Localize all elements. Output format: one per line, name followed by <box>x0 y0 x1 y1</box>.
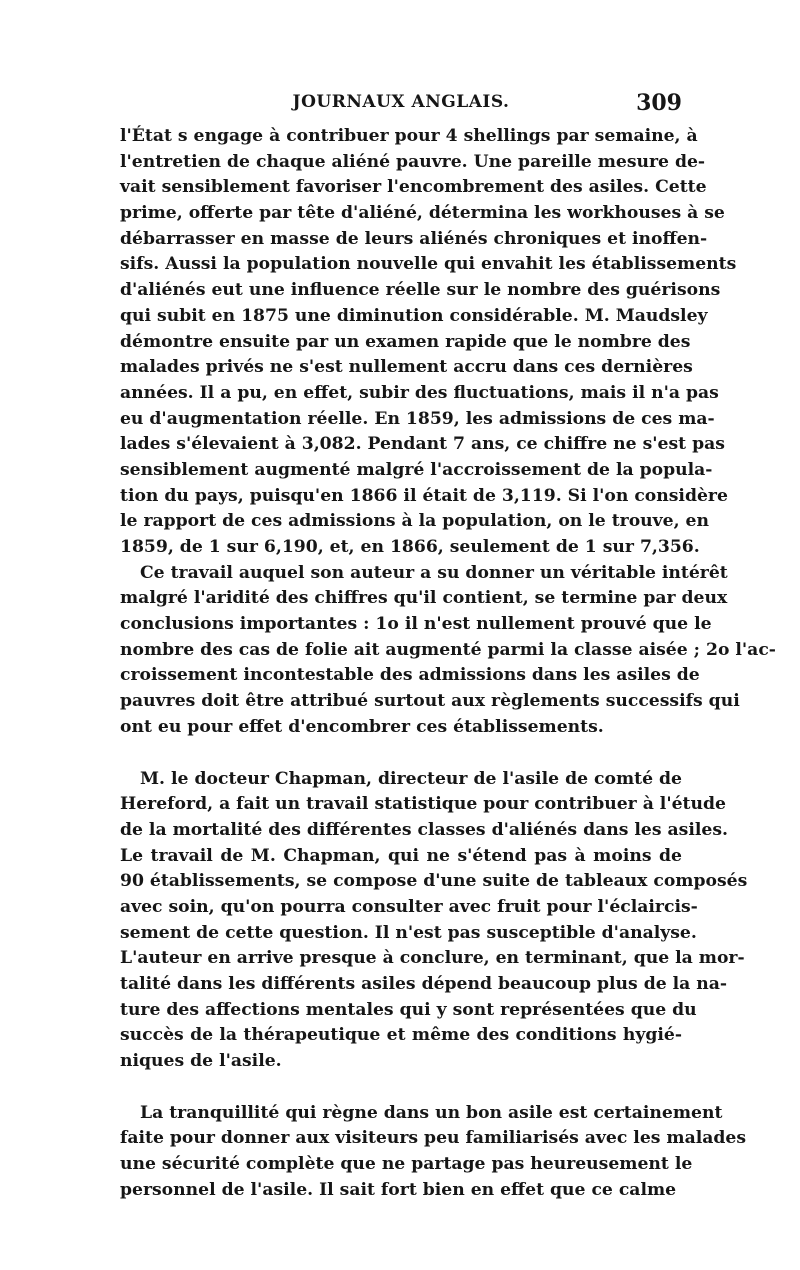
text-line: de la mortalité des différentes classes d'aliénés dans les asiles. <box>120 819 728 840</box>
text-line: eu d'augmentation réelle. En 1859, les admissions de ces ma- <box>120 408 715 429</box>
text-line: malgré l'aridité des chiffres qu'il contient, se termine par deux <box>120 588 728 609</box>
text-line: 90 établissements, se compose d'une suite de tableaux composés <box>120 871 748 892</box>
text-line: croissement incontestable des admissions dans les asiles de <box>120 665 700 686</box>
text-line: sement de cette question. Il n'est pas susceptible d'analyse. <box>120 922 697 943</box>
text-line: prime, offerte par tête d'aliéné, détermina les workhouses à se <box>120 203 725 224</box>
text-line: nombre des cas de folie ait augmenté parmi la classe aisée ; 2o l'ac- <box>120 639 776 660</box>
text-line: succès de la thérapeutique et même des conditions hygié- <box>120 1025 682 1046</box>
text-line: conclusions importantes : 1o il n'est nullement prouvé que le <box>120 614 712 635</box>
text-line: La tranquillité qui règne dans un bon asile est certainement <box>140 1102 723 1123</box>
text-line: pauvres doit être attribué surtout aux règlements successifs qui <box>120 691 740 712</box>
text-line: malades privés ne s'est nullement accru dans ces dernières <box>120 357 693 378</box>
text-line: démontre ensuite par un examen rapide que le nombre des <box>120 331 691 352</box>
text-line: personnel de l'asile. Il sait fort bien en effet que ce calme <box>120 1179 677 1200</box>
text-line: ture des affections mentales qui y sont représentées que du <box>120 999 697 1020</box>
text-line: 1859, de 1 sur 6,190, et, en 1866, seulement de 1 sur 7,356. <box>120 537 700 557</box>
text-line: le rapport de ces admissions à la population, on le trouve, en <box>120 511 709 532</box>
running-title: JOURNAUX ANGLAIS. <box>292 92 510 112</box>
text-line: Le travail de M. Chapman, qui ne s'étend pas à moins de <box>120 845 682 866</box>
text-line: vait sensiblement favoriser l'encombrement des asiles. Cette <box>120 177 707 198</box>
text-line: avec soin, qu'on pourra consulter avec fruit pour l'éclaircis- <box>120 896 698 917</box>
running-header <box>120 90 682 116</box>
text-line: M. le docteur Chapman, directeur de l'asile de comté de <box>140 768 682 789</box>
text-line: L'auteur en arrive presque à conclure, en terminant, que la mor- <box>120 948 745 969</box>
text-line: l'entretien de chaque aliéné pauvre. Une pareille mesure de- <box>120 151 706 172</box>
text-line: talité dans les différents asiles dépend beaucoup plus de la na- <box>120 974 728 994</box>
text-line: années. Il a pu, en effet, subir des fluctuations, mais il n'a pas <box>120 382 719 403</box>
paragraph <box>120 561 776 741</box>
paragraph <box>120 1101 747 1204</box>
body-text <box>120 124 776 1204</box>
text-line: Hereford, a fait un travail statistique pour contribuer à l'étude <box>120 794 726 815</box>
text-line: tion du pays, puisqu'en 1866 il était de 3,119. Si l'on considère <box>120 485 728 506</box>
text-line: débarrasser en masse de leurs aliénés chroniques et inoffen- <box>120 228 708 249</box>
text-line: l'État s engage à contribuer pour 4 shellings par semaine, à <box>120 126 698 146</box>
paragraph <box>120 767 748 1075</box>
text-line: sifs. Aussi la population nouvelle qui envahit les établissements <box>120 254 737 275</box>
text-line: d'aliénés eut une influence réelle sur le nombre des guérisons <box>120 280 721 301</box>
text-line: lades s'élevaient à 3,082. Pendant 7 ans, ce chiffre ne s'est pas <box>120 434 725 455</box>
paragraph <box>120 124 737 561</box>
page-number: 309 <box>636 90 682 116</box>
text-line: faite pour donner aux visiteurs peu familiarisés avec les malades <box>120 1128 747 1149</box>
text-line: Ce travail auquel son auteur a su donner un véritable intérêt <box>140 562 728 583</box>
text-line: ont eu pour effet d'encombrer ces établissements. <box>120 716 604 737</box>
text-line: niques de l'asile. <box>120 1051 282 1072</box>
text-line: sensiblement augmenté malgré l'accroissement de la popula- <box>120 459 713 480</box>
text-line: qui subit en 1875 une diminution considérable. M. Maudsley <box>120 305 708 326</box>
text-line: une sécurité complète que ne partage pas heureusement le <box>120 1154 693 1175</box>
